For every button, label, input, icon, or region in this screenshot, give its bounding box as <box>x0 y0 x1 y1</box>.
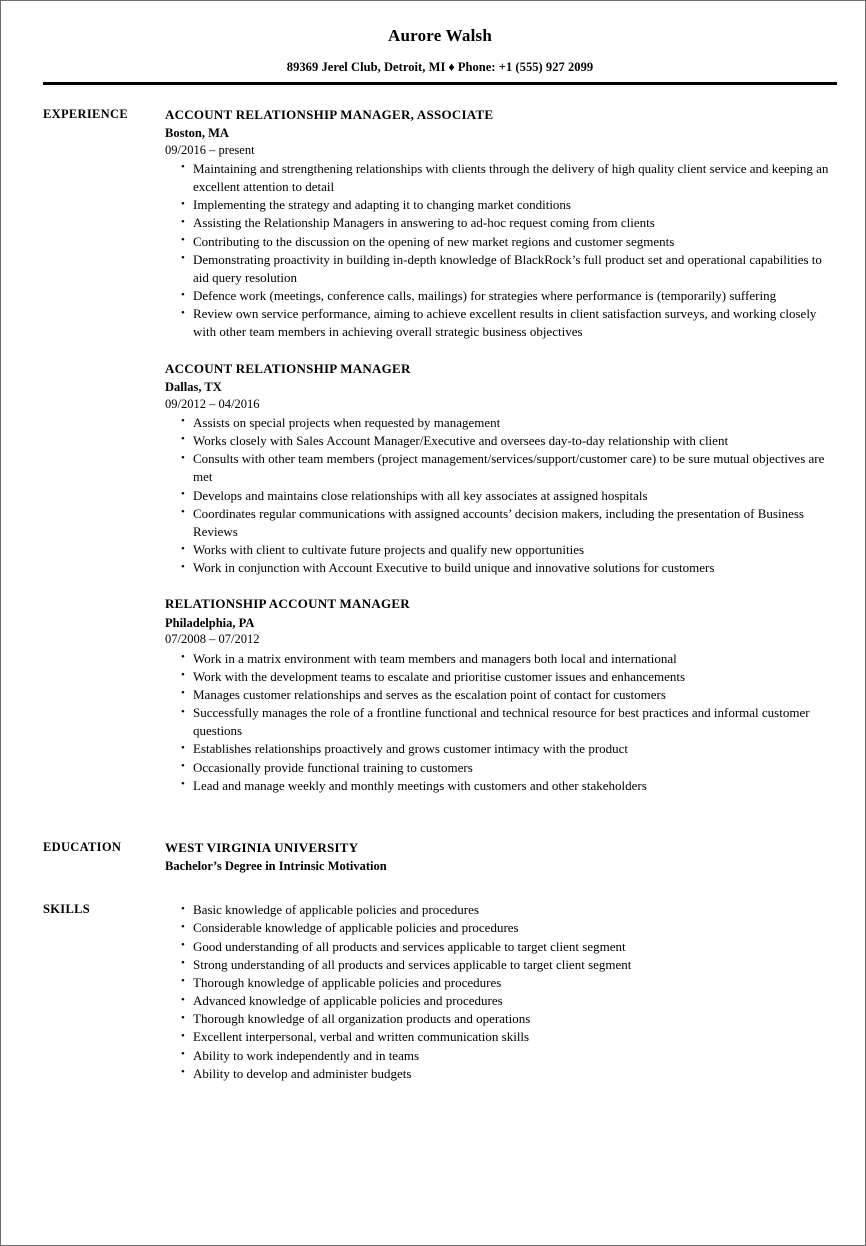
contact-phone: Phone: +1 (555) 927 2099 <box>457 59 594 74</box>
education-degree: Bachelor’s Degree in Intrinsic Motivation <box>165 859 387 874</box>
experience-section <box>43 107 837 795</box>
job-location: Boston, MA <box>165 126 229 141</box>
contact-line <box>43 60 837 75</box>
job-bullet: • Occasionally provide functional training to customers <box>165 759 837 777</box>
resume-header <box>43 1 837 75</box>
job-bullet: • Develops and maintains close relationships with all key associates at assigned hospitals <box>165 487 837 505</box>
education-entry <box>165 840 837 875</box>
job-bullet: • Assisting the Relationship Managers in answering to ad-hoc request coming from clients <box>165 214 837 232</box>
job-bullet: • Establishes relationships proactively and grows customer intimacy with the product <box>165 740 837 758</box>
experience-entry <box>165 107 837 342</box>
job-bullet: • Manages customer relationships and serves as the escalation point of contact for customers <box>165 686 837 704</box>
job-bullet: • Contributing to the discussion on the opening of new market regions and customer segments <box>165 233 837 251</box>
job-dates: 09/2016 – present <box>165 142 255 157</box>
job-bullet-list <box>165 650 837 796</box>
section-label-education: EDUCATION <box>43 840 122 855</box>
education-entries <box>165 840 837 875</box>
resume-content <box>43 1 837 1083</box>
job-bullet: • Lead and manage weekly and monthly meetings with customers and other stakeholders <box>165 777 837 795</box>
skill-bullet: • Ability to work independently and in teams <box>165 1047 837 1065</box>
skill-bullet: • Thorough knowledge of applicable policies and procedures <box>165 974 837 992</box>
job-bullet: • Consults with other team members (project management/services/support/customer care) to be sure mutual objectives are met <box>165 450 837 486</box>
job-bullet: • Work with the development teams to escalate and prioritise customer issues and enhancements <box>165 668 837 686</box>
section-label-skills: SKILLS <box>43 902 90 917</box>
education-section <box>43 840 837 875</box>
job-bullet: • Coordinates regular communications with assigned accounts’ decision makers, including the presentation of Business Reviews <box>165 505 837 541</box>
job-bullet: • Works closely with Sales Account Manager/Executive and oversees day-to-day relationship with client <box>165 432 837 450</box>
skills-section <box>43 901 837 1083</box>
job-location: Dallas, TX <box>165 380 222 395</box>
job-bullet: • Maintaining and strengthening relationships with clients through the delivery of high quality client service and keeping an excellent attention to detail <box>165 160 837 196</box>
education-school: WEST VIRGINIA UNIVERSITY <box>165 840 359 856</box>
job-title: RELATIONSHIP ACCOUNT MANAGER <box>165 596 410 612</box>
experience-entries <box>165 107 837 795</box>
contact-address: 89369 Jerel Club, Detroit, MI <box>286 59 446 74</box>
job-dates: 09/2012 – 04/2016 <box>165 396 260 411</box>
skills-bullet-list <box>165 901 837 1083</box>
skill-bullet: • Good understanding of all products and services applicable to target client segment <box>165 938 837 956</box>
diamond-separator-icon: ♦ <box>448 59 455 74</box>
header-divider <box>43 82 837 85</box>
job-bullet: • Works with client to cultivate future projects and qualify new opportunities <box>165 541 837 559</box>
skill-bullet: • Considerable knowledge of applicable policies and procedures <box>165 919 837 937</box>
job-title: ACCOUNT RELATIONSHIP MANAGER <box>165 360 411 376</box>
experience-entry <box>165 596 837 795</box>
job-bullet: • Demonstrating proactivity in building in-depth knowledge of BlackRock’s full product set and operational capabilities to aid query resolution <box>165 251 837 287</box>
skill-bullet: • Basic knowledge of applicable policies and procedures <box>165 901 837 919</box>
job-bullet: • Work in a matrix environment with team members and managers both local and international <box>165 650 837 668</box>
job-bullet: • Successfully manages the role of a frontline functional and technical resource for best practices and informal customer questions <box>165 704 837 740</box>
job-bullet-list <box>165 160 837 342</box>
skills-entries <box>165 901 837 1083</box>
job-bullet: • Assists on special projects when requested by management <box>165 414 837 432</box>
skill-bullet: • Thorough knowledge of all organization products and operations <box>165 1010 837 1028</box>
section-label-experience: EXPERIENCE <box>43 106 128 121</box>
job-title: ACCOUNT RELATIONSHIP MANAGER, ASSOCIATE <box>165 106 494 122</box>
job-bullet-list <box>165 414 837 578</box>
job-bullet: • Review own service performance, aiming to achieve excellent results in client satisfaction surveys, and working closely with other team members in achieving overall strategic business objectives <box>165 305 837 341</box>
skill-bullet: • Strong understanding of all products and services applicable to target client segment <box>165 956 837 974</box>
candidate-name: Aurore Walsh <box>388 26 492 45</box>
job-dates: 07/2008 – 07/2012 <box>165 632 260 647</box>
skill-bullet: • Ability to develop and administer budgets <box>165 1065 837 1083</box>
job-location: Philadelphia, PA <box>165 616 255 631</box>
skill-bullet: • Excellent interpersonal, verbal and written communication skills <box>165 1028 837 1046</box>
skill-bullet: • Advanced knowledge of applicable policies and procedures <box>165 992 837 1010</box>
job-bullet: • Implementing the strategy and adapting it to changing market conditions <box>165 196 837 214</box>
experience-entry <box>165 361 837 578</box>
job-bullet: • Defence work (meetings, conference calls, mailings) for strategies where performance is (temporarily) suffering <box>165 287 837 305</box>
job-bullet: • Work in conjunction with Account Executive to build unique and innovative solutions for customers <box>165 559 837 577</box>
